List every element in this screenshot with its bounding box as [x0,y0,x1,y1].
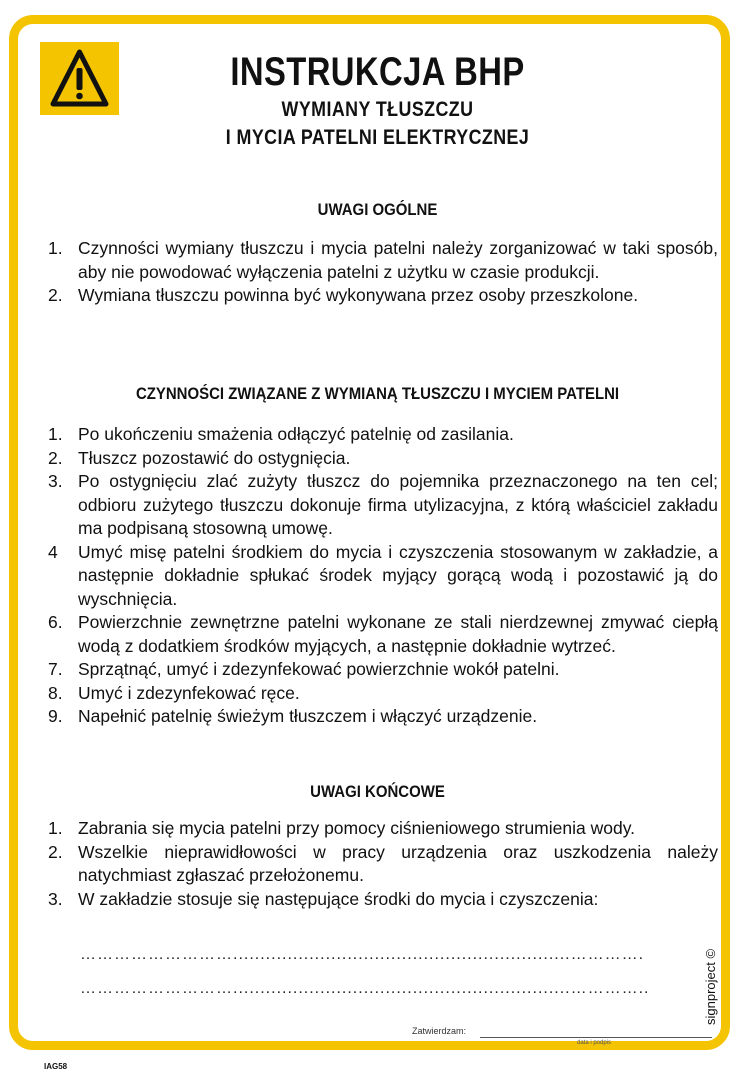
document-subtitle-line1: WYMIANY TŁUSZCZU [281,98,474,121]
brand-mark: signproject © [703,948,718,1025]
list-item: 1. Zabrania się mycia patelni przy pomocy ciśnieniowego strumienia wody. [48,818,636,838]
list-item: 7. Sprzątnąć, umyć i zdezynfekować powierzchnie wokół patelni. [48,659,560,679]
approve-sublabel: data i podpis [577,1040,612,1046]
list-item: 6. Powierzchnie zewnętrzne patelni wykonane ze stali nierdzewnej zmywać ciepłą wodą z dodatkiem środków myjących, a następnie dokładnie wytrzeć. [48,612,718,656]
list-item: 2. Wszelkie nieprawidłowości w pracy urządzenia oraz uszkodzenia należy natychmiast zgłaszać przełożonemu. [48,841,718,885]
list-procedure [48,423,718,729]
fill-line-1: ………………………..............................................................…………. [80,946,645,963]
list-item: 1. Po ukończeniu smażenia odłączyć patelnię od zasilania. [48,424,514,444]
list-item: 3. W zakładzie stosuje się następujące środki do mycia i czyszczenia: [48,888,599,909]
list-item: 8. Umyć i zdezynfekować ręce. [48,682,300,703]
list-item: 3. Po ostygnięciu zlać zużyty tłuszcz do pojemnika przeznaczonego na ten cel; odbioru zużytego tłuszczu dokonuje firma utylizacyjna, z którą właściciel zakładu ma podpisaną stosowną umowę. [48,471,718,538]
list-item: 1. Czynności wymiany tłuszczu i mycia patelni należy zorganizować w taki sposób, aby nie powodować wyłączenia patelni z użytku w czasie produkcji. [48,238,718,282]
approve-label: Zatwierdzam: [412,1026,467,1036]
section-title-general: UWAGI OGÓLNE [317,200,438,219]
document-title: INSTRUKCJA BHP [230,50,525,94]
document-subtitle-line2: I MYCIA PATELNI ELEKTRYCZNEJ [225,126,530,149]
list-final [48,817,718,911]
list-item: 9. Napełnić patelnię świeżym tłuszczem i włączyć urządzenie. [48,706,538,726]
list-item: 2. Tłuszcz pozostawić do ostygnięcia. [48,447,351,468]
signature-line [480,1037,712,1038]
section-title-procedure: CZYNNOŚCI ZWIĄZANE Z WYMIANĄ TŁUSZCZU I MYCIEM PATELNI [135,384,620,403]
section-title-final: UWAGI KOŃCOWE [310,782,445,801]
list-item: 2. Wymiana tłuszczu powinna być wykonywana przez osoby przeszkolone. [48,285,639,305]
list-item: 4 Umyć misę patelni środkiem do mycia i czyszczenia stosowanym w zakładzie, a następnie dokładnie spłukać środek myjący gorącą wodą i pozostawić ją do wyschnięcia. [48,541,718,609]
product-code: IAG58 [44,1062,68,1071]
fill-line-2: ………………………..............................................................………….. [80,980,650,997]
list-general [48,237,718,308]
